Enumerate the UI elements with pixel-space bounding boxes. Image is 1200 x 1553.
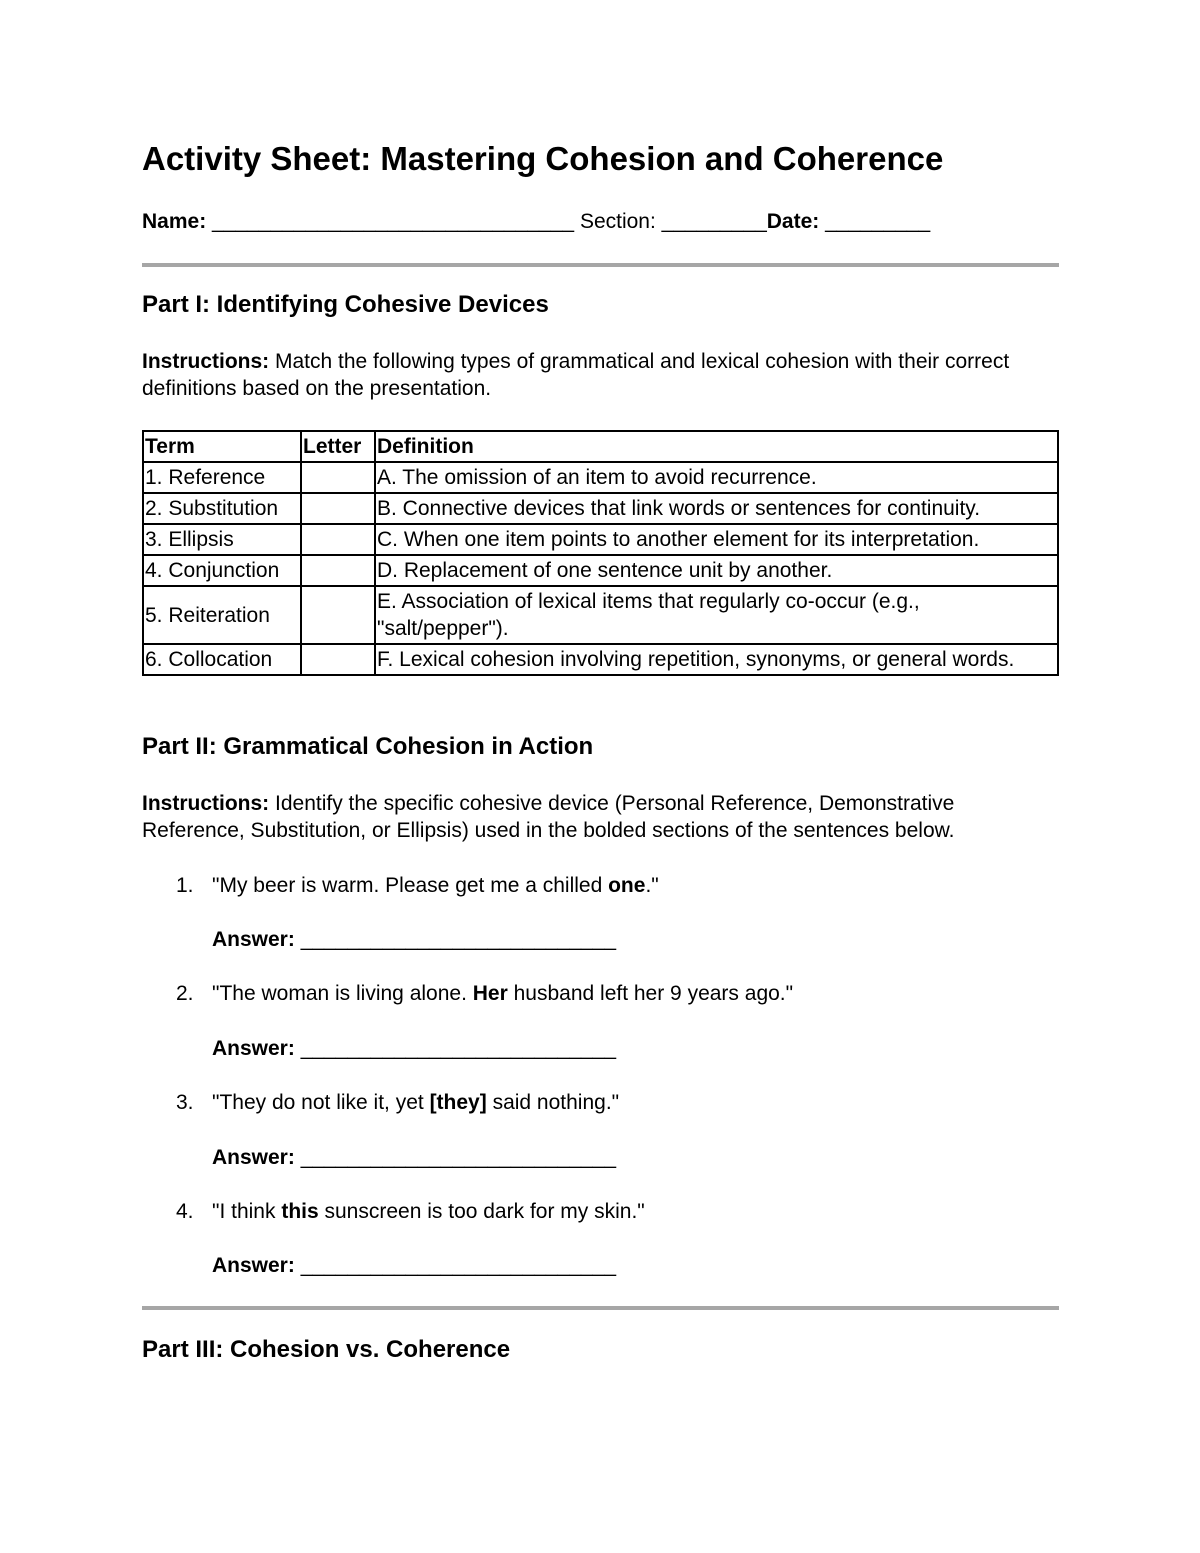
answer-blank[interactable]: ___________________________: [294, 1254, 617, 1277]
term-cell: 6. Collocation: [143, 644, 301, 675]
definition-cell: B. Connective devices that link words or sentences for continuity.: [375, 493, 1058, 524]
sentence-text: "The woman is living alone.: [212, 982, 473, 1005]
part2-instructions-text: Identify the specific cohesive device (Personal Reference, Demonstrative Reference, Substitution, or Ellipsis) used in the bolded sections of the sentences below.: [142, 792, 955, 842]
page-title: Activity Sheet: Mastering Cohesion and Coherence: [142, 140, 944, 177]
name-blank[interactable]: _______________________________: [206, 210, 580, 233]
part1-instructions-label: Instructions:: [142, 350, 270, 373]
answer-label: Answer:: [212, 1037, 295, 1060]
letter-answer-cell[interactable]: [301, 462, 375, 493]
table-row: [143, 586, 1058, 644]
table-row: [143, 555, 1058, 586]
table-row: [143, 462, 1058, 493]
answer-label: Answer:: [212, 1254, 295, 1277]
sentence-text: "They do not like it, yet: [212, 1091, 430, 1114]
answer-blank[interactable]: ___________________________: [294, 1146, 617, 1169]
letter-answer-cell[interactable]: [301, 644, 375, 675]
part1-heading: Part I: Identifying Cohesive Devices: [142, 291, 549, 318]
part2-instructions-label: Instructions:: [142, 792, 270, 815]
item-number: 4.: [176, 1200, 194, 1223]
term-cell: 5. Reiteration: [143, 586, 301, 644]
part2-instructions: [142, 790, 1059, 844]
section-field[interactable]: Section: _________: [579, 210, 767, 233]
answer-line[interactable]: [212, 1146, 616, 1170]
table-header-row: [143, 431, 1058, 462]
header-letter: Letter: [301, 431, 375, 462]
header-definition: Definition: [375, 431, 1058, 462]
definition-cell: A. The omission of an item to avoid recurrence.: [375, 462, 1058, 493]
sentence-text: .": [645, 874, 659, 897]
term-cell: 3. Ellipsis: [143, 524, 301, 555]
divider-top: [142, 263, 1059, 267]
divider-bottom: [142, 1306, 1059, 1310]
letter-answer-cell[interactable]: [301, 493, 375, 524]
name-label: Name:: [142, 210, 207, 233]
part1-instructions: [142, 348, 1059, 402]
item-sentence: [212, 874, 659, 898]
item-number: 1.: [176, 874, 194, 897]
item-sentence: [212, 1200, 645, 1224]
table-row: [143, 524, 1058, 555]
bolded-device: one: [608, 874, 646, 897]
sentence-text: husband left her 9 years ago.": [507, 982, 794, 1005]
table-row: [143, 493, 1058, 524]
part2-heading: Part II: Grammatical Cohesion in Action: [142, 733, 594, 760]
date-label: Date:: [766, 210, 820, 233]
bolded-device: Her: [472, 982, 508, 1005]
matching-table: [142, 430, 1059, 676]
letter-answer-cell[interactable]: [301, 524, 375, 555]
bolded-device: this: [281, 1200, 319, 1223]
definition-cell: E. Association of lexical items that regularly co-occur (e.g., "salt/pepper").: [375, 586, 1058, 644]
term-cell: 4. Conjunction: [143, 555, 301, 586]
sentence-text: sunscreen is too dark for my skin.": [318, 1200, 645, 1223]
item-number: 3.: [176, 1091, 194, 1114]
answer-blank[interactable]: ___________________________: [294, 1037, 617, 1060]
part1-instructions-text: Match the following types of grammatical and lexical cohesion with their correct definitions based on the presentation.: [142, 350, 1010, 400]
student-info-line: [142, 210, 930, 234]
definition-cell: F. Lexical cohesion involving repetition, synonyms, or general words.: [375, 644, 1058, 675]
date-blank[interactable]: _________: [819, 210, 931, 233]
part3-heading: Part III: Cohesion vs. Coherence: [142, 1336, 511, 1363]
header-term: Term: [143, 431, 301, 462]
answer-line[interactable]: [212, 928, 616, 952]
definition-cell: C. When one item points to another element for its interpretation.: [375, 524, 1058, 555]
answer-line[interactable]: [212, 1037, 616, 1061]
answer-blank[interactable]: ___________________________: [294, 928, 617, 951]
definition-cell: D. Replacement of one sentence unit by another.: [375, 555, 1058, 586]
letter-answer-cell[interactable]: [301, 586, 375, 644]
sentence-text: "My beer is warm. Please get me a chilled: [212, 874, 609, 897]
table-row: [143, 644, 1058, 675]
item-number: 2.: [176, 982, 194, 1005]
term-cell: 2. Substitution: [143, 493, 301, 524]
answer-line[interactable]: [212, 1254, 616, 1278]
answer-label: Answer:: [212, 1146, 295, 1169]
term-cell: 1. Reference: [143, 462, 301, 493]
answer-label: Answer:: [212, 928, 295, 951]
item-sentence: [212, 982, 793, 1006]
bolded-device: [they]: [429, 1091, 487, 1114]
item-sentence: [212, 1091, 619, 1115]
letter-answer-cell[interactable]: [301, 555, 375, 586]
sentence-text: "I think: [212, 1200, 282, 1223]
sentence-text: said nothing.": [486, 1091, 620, 1114]
